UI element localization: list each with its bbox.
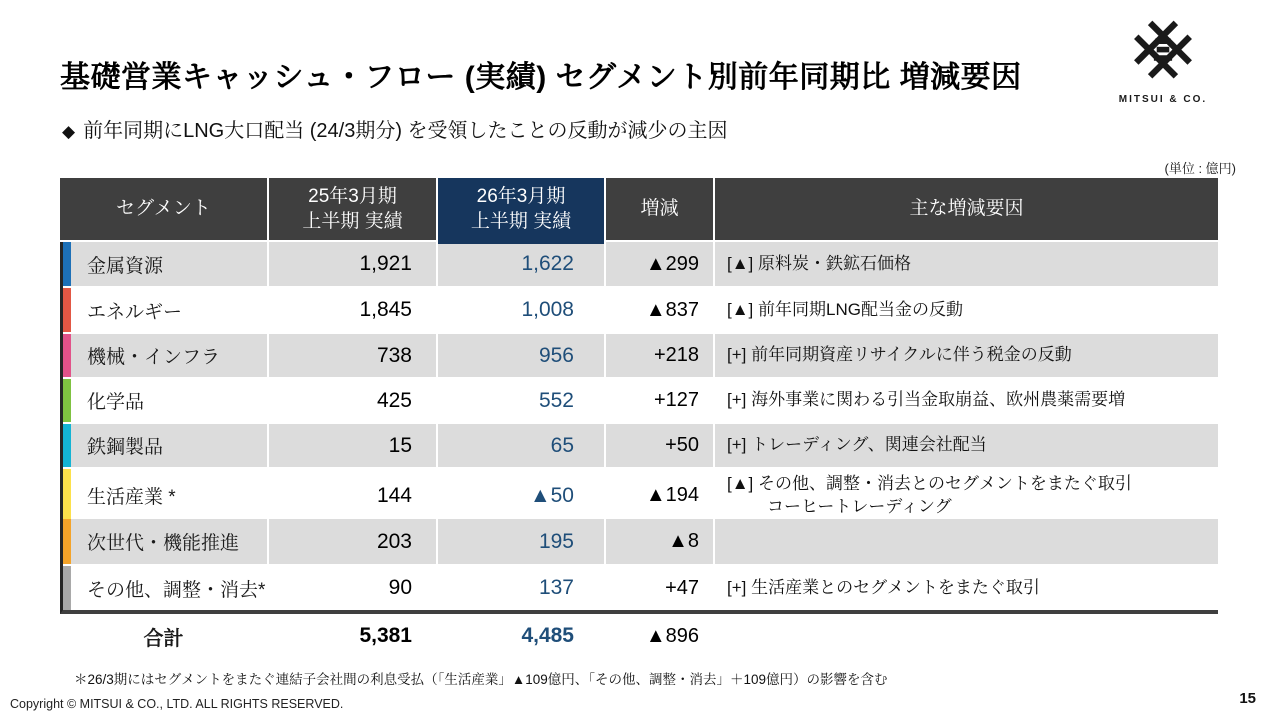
diamond-bullet-icon: ◆: [62, 122, 76, 141]
key-message: [62, 114, 728, 143]
fy25-value: 1,921: [269, 242, 436, 286]
total-label: 合計: [60, 614, 267, 658]
table-row: [63, 424, 1218, 467]
page-number: 15: [1239, 690, 1256, 707]
col-header-fy26-highlighted: 26年3月期 上半期 実績: [438, 178, 604, 240]
fy25-value: 15: [269, 424, 436, 467]
fy26-value: 65: [438, 424, 604, 467]
change-value: ▲299: [606, 242, 713, 286]
change-value: +47: [606, 566, 713, 610]
table-row: [63, 566, 1218, 610]
change-value: ▲194: [606, 469, 713, 523]
col-header-factors: 主な増減要因: [715, 178, 1218, 240]
fy26-value: 956: [438, 334, 604, 377]
total-row: [60, 614, 1218, 658]
mitsui-igeta-logo-icon: [1121, 10, 1205, 92]
factor-cell: [+] トレーディング、関連会社配当: [715, 424, 1218, 467]
table-header-row: [60, 178, 1218, 240]
change-value: +127: [606, 379, 713, 422]
footnote: ＊26/3期にはセグメントをまたぐ連結子会社間の利息受払（「生活産業」▲109億円、「その他、調整・消去」＋109億円）の影響を含む: [74, 672, 888, 687]
fy25-value: 738: [269, 334, 436, 377]
fy26-value: 195: [438, 519, 604, 564]
col-header-fy25: 25年3月期 上半期 実績: [269, 178, 436, 240]
factor-cell: [▲] 前年同期LNG配当金の反動: [715, 288, 1218, 332]
fy25-value: 1,845: [269, 288, 436, 332]
page-title: 基礎営業キャッシュ・フロー (実績) セグメント別前年同期比 増減要因: [60, 61, 1022, 94]
total-factor-empty: [715, 614, 1218, 658]
total-change-value: ▲896: [606, 614, 713, 658]
table-row: [63, 469, 1218, 517]
table-body: [60, 242, 1218, 614]
change-value: ▲837: [606, 288, 713, 332]
company-logo: [1098, 10, 1228, 105]
key-message-text: 前年同期にLNG大口配当 (24/3期分) を受領したことの反動が減少の主因: [83, 120, 728, 142]
segment-cell: 金属資源: [63, 242, 267, 286]
factor-cell: [▲] その他、調整・消去とのセグメントをまたぐ取引 コーヒートレーディング: [715, 469, 1218, 523]
factor-cell: [▲] 原料炭・鉄鉱石価格: [715, 242, 1218, 286]
table-row: [63, 288, 1218, 332]
copyright: Copyright © MITSUI & CO., LTD. ALL RIGHTS RESERVED.: [10, 697, 344, 711]
fy26-value: ▲50: [438, 469, 604, 523]
fy26-value: 1,622: [438, 242, 604, 286]
segment-cell: 鉄鋼製品: [63, 424, 267, 467]
fy26-value: 137: [438, 566, 604, 610]
fy25-value: 425: [269, 379, 436, 422]
unit-label: (単位 : 億円): [1164, 161, 1236, 176]
segment-cell: その他、調整・消去*: [63, 566, 267, 610]
fy26-value: 1,008: [438, 288, 604, 332]
logo-text: MITSUI & CO.: [1118, 94, 1208, 105]
total-fy25-value: 5,381: [269, 614, 436, 658]
factor-cell: [+] 海外事業に関わる引当金取崩益、欧州農薬需要増: [715, 379, 1218, 422]
factor-cell: [715, 519, 1218, 564]
fy25-value: 144: [269, 469, 436, 523]
table-row: [63, 519, 1218, 564]
fy25-value: 90: [269, 566, 436, 610]
table-row: [63, 334, 1218, 377]
table-row: [63, 379, 1218, 422]
change-value: ▲8: [606, 519, 713, 564]
total-fy26-value: 4,485: [438, 614, 604, 658]
fy26-value: 552: [438, 379, 604, 422]
col-header-change: 増減: [606, 178, 713, 240]
segment-cell: エネルギー: [63, 288, 267, 332]
change-value: +218: [606, 334, 713, 377]
factor-cell: [+] 前年同期資産リサイクルに伴う税金の反動: [715, 334, 1218, 377]
segment-cell: 機械・インフラ: [63, 334, 267, 377]
change-value: +50: [606, 424, 713, 467]
segment-cell: 生活産業 *: [63, 469, 267, 523]
segment-table: [60, 178, 1218, 658]
fy25-value: 203: [269, 519, 436, 564]
factor-cell: [+] 生活産業とのセグメントをまたぐ取引: [715, 566, 1218, 610]
segment-cell: 化学品: [63, 379, 267, 422]
segment-cell: 次世代・機能推進: [63, 519, 267, 564]
col-header-segment: セグメント: [60, 178, 267, 240]
table-row: [63, 242, 1218, 286]
